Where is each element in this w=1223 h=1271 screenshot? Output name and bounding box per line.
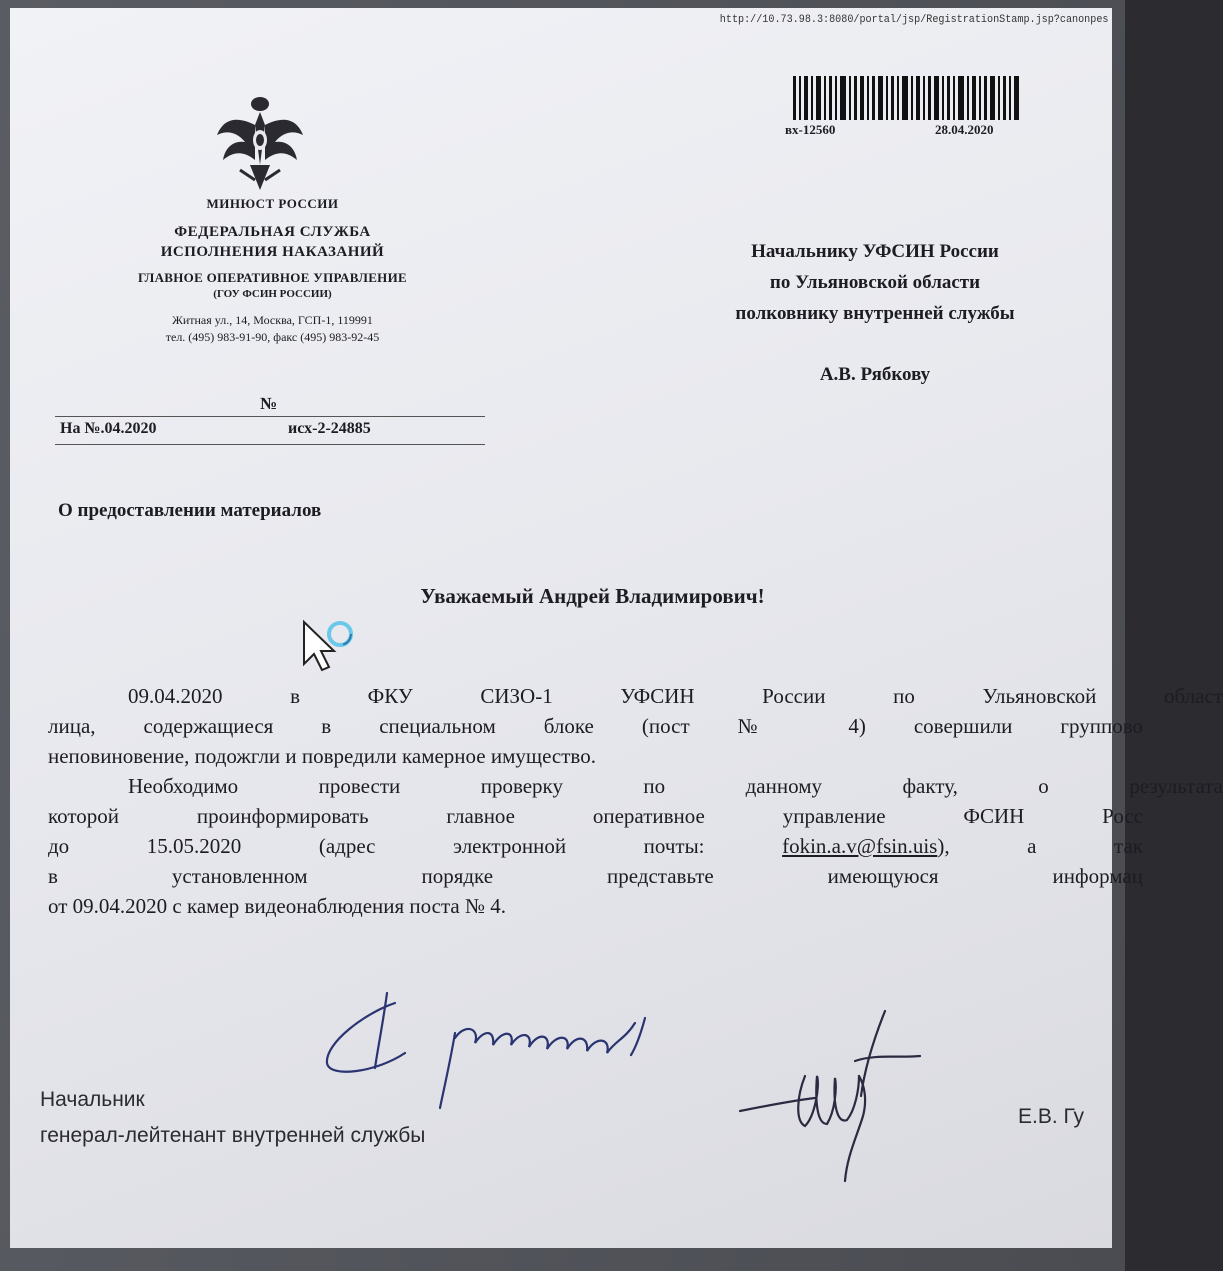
registration-date: 28.04.2020: [935, 122, 994, 137]
email-link[interactable]: fokin.a.v@fsin.uis: [782, 834, 938, 858]
body-line: до 15.05.2020 (адрес электронной почты: fokin.a.v@fsin.uis), а так: [48, 834, 1144, 858]
fsin-emblem-icon: [215, 90, 305, 190]
addressee-name: А.В. Рябкову: [819, 364, 931, 385]
ministry-name: МИНЮСТ РОССИИ: [206, 196, 339, 211]
number-sign: №: [260, 394, 278, 413]
body-line: которой проинформировать главное оперативное управление ФСИН Росс: [48, 804, 1143, 828]
sender-block: [40, 196, 505, 346]
letter-greeting: Уважаемый Андрей Владимирович!: [420, 584, 765, 608]
body-line: в установленном порядке представьте имеющуюся информац: [48, 864, 1143, 888]
document-page: [10, 8, 1223, 1248]
page-url: http://10.73.98.3:8080/portal/jsp/RegistrationStamp.jsp?canonpes: [719, 14, 1108, 26]
signatory-name: Е.В. Гу: [1018, 1105, 1084, 1128]
reply-reference-line: [55, 420, 485, 445]
department-abbreviation: (ГОУ ФСИН РОССИИ): [213, 288, 332, 300]
addressee-block: Начальнику УФСИН России по Ульяновской области полковнику внутренней службы А.В. Рябкову: [660, 236, 1090, 390]
body-line: неповиновение, подожгли и повредили камерное имущество.: [48, 744, 596, 768]
body-line: 09.04.2020 в ФКУ СИЗО-1 УФСИН России по Ульяновской област: [128, 684, 1223, 708]
signatory-title: Начальник генерал-лейтенант внутренней службы: [40, 1088, 426, 1147]
mouse-cursor-busy-icon: [302, 618, 362, 674]
handwritten-signature-2: [735, 1006, 930, 1196]
reply-to-number: исх-2-24885: [288, 420, 371, 437]
body-line: Необходимо провести проверку по данному факту, о результата: [128, 774, 1223, 798]
service-name: ФЕДЕРАЛЬНАЯ СЛУЖБА ИСПОЛНЕНИЯ НАКАЗАНИЙ: [160, 224, 385, 260]
sender-address: Житная ул., 14, Москва, ГСП-1, 119991 тел. (495) 983-91-90, факс (495) 983-92-45: [165, 313, 380, 344]
registration-number: вх-12560: [785, 122, 836, 137]
outgoing-number-line: [55, 394, 485, 417]
barcode: [793, 76, 1019, 120]
letter-body: [48, 681, 1223, 921]
body-line: лица, содержащиеся в специальном блоке (пост № 4) совершили группово: [48, 714, 1143, 738]
letter-subject: О предоставлении материалов: [58, 500, 322, 521]
reply-to-reference: На №.04.2020: [60, 420, 157, 437]
department-name: ГЛАВНОЕ ОПЕРАТИВНОЕ УПРАВЛЕНИЕ: [138, 270, 407, 285]
body-line: от 09.04.2020 с камер видеонаблюдения поста № 4.: [48, 894, 507, 918]
